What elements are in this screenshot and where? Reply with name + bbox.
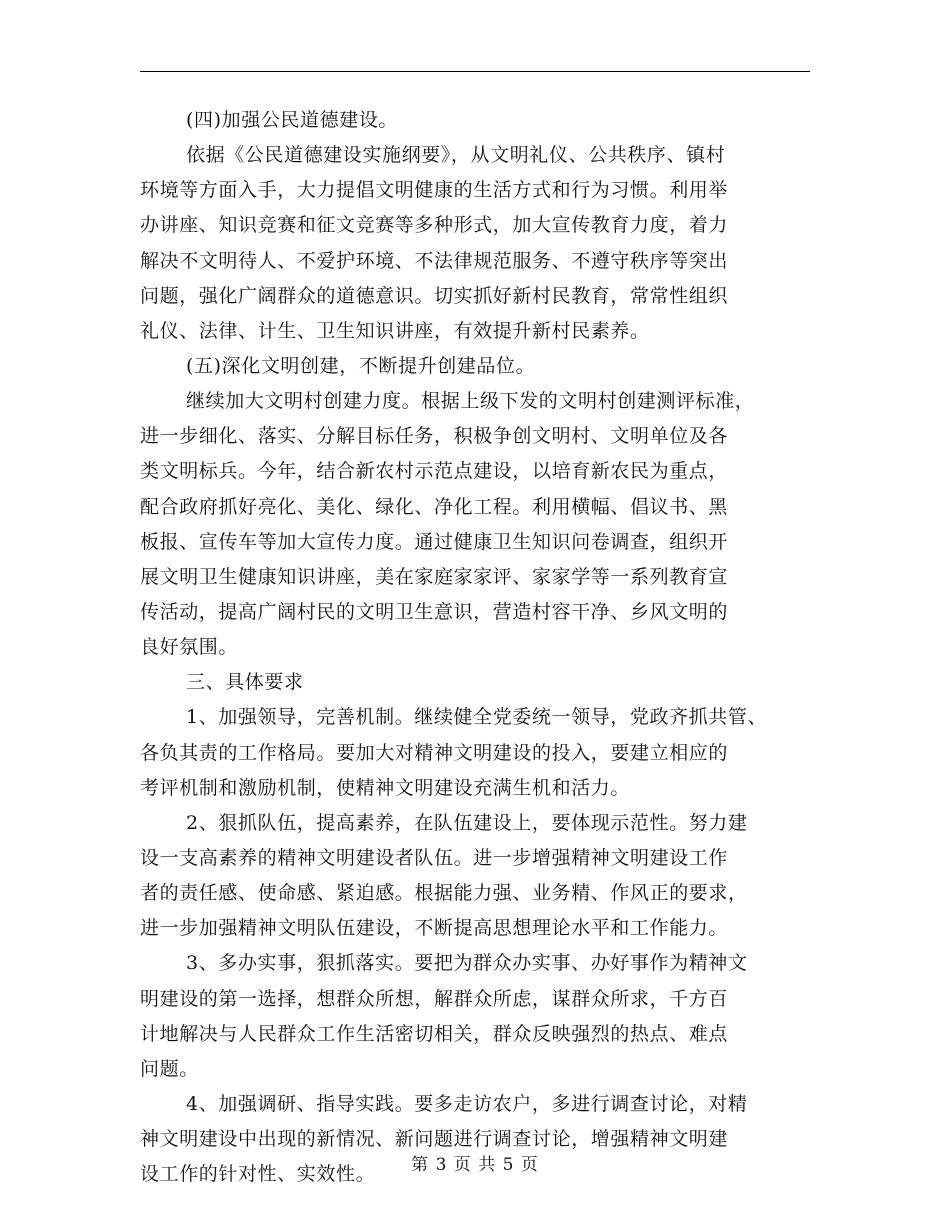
text-line: 3、多办实事，狠抓落实。要把为群众办实事、办好事作为精神文	[186, 952, 748, 975]
text-line: 设一支高素养的精神文明建设者队伍。进一步增强精神文明建设工作	[140, 846, 729, 869]
text-line: 神文明建设中出现的新情况、新问题进行调查讨论，增强精神文明建	[140, 1128, 729, 1151]
text-line: 2、狠抓队伍，提高素养，在队伍建设上，要体现示范性。努力建	[186, 811, 748, 834]
page-footer: 第 3 页 共 5 页	[411, 1155, 539, 1175]
text-line: 计地解决与人民群众工作生活密切相关，群众反映强烈的热点、难点	[140, 1022, 729, 1045]
text-line: 依据《公民道德建设实施纲要》，从文明礼仪、公共秩序、镇村	[186, 144, 726, 167]
text-line: 环境等方面入手，大力提倡文明健康的生活方式和行为习惯。利用举	[140, 179, 729, 202]
document-body	[140, 103, 810, 1192]
text-line: 进一步加强精神文明队伍建设，不断提高思想理论水平和工作能力。	[140, 917, 729, 940]
text-line: 办讲座、知识竞赛和征文竞赛等多种形式，加大宣传教育力度，着力	[140, 214, 729, 237]
text-line: 配合政府抓好亮化、美化、绿化、净化工程。利用横幅、倡议书、黑	[140, 495, 729, 518]
text-line: 者的责任感、使命感、紧迫感。根据能力强、业务精、作风正的要求，	[140, 882, 748, 905]
text-line: 三、具体要求	[186, 671, 304, 694]
text-line: 类文明标兵。今年，结合新农村示范点建设，以培育新农民为重点，	[140, 460, 729, 483]
text-line: 进一步细化、落实、分解目标任务，积极争创文明村、文明单位及各	[140, 425, 729, 448]
text-line: 各负其责的工作格局。要加大对精神文明建设的投入，要建立相应的	[140, 741, 729, 764]
text-line: 板报、宣传车等加大宣传力度。通过健康卫生知识问卷调查，组织开	[140, 530, 729, 553]
text-line: 明建设的第一选择，想群众所想，解群众所虑，谋群众所求，千方百	[140, 987, 729, 1010]
text-line: 设工作的针对性、实效性。	[140, 1163, 376, 1186]
text-line: 良好氛围。	[140, 636, 239, 659]
text-line: 考评机制和激励机制，使精神文明建设充满生机和活力。	[140, 776, 631, 799]
header-rule	[140, 71, 810, 72]
text-line: 4、加强调研、指导实践。要多走访农户，多进行调查讨论，对精	[186, 1092, 748, 1115]
text-line: 礼仪、法律、计生、卫生知识讲座，有效提升新村民素养。	[140, 319, 650, 342]
text-line: 1、加强领导，完善机制。继续健全党委统一领导，党政齐抓共管、	[186, 706, 768, 729]
text-line: 展文明卫生健康知识讲座，美在家庭家家评、家家学等一系列教育宣	[140, 565, 729, 588]
text-line: 继续加大文明村创建力度。根据上级下发的文明村创建测评标准，	[186, 390, 755, 413]
text-line: 问题，强化广阔群众的道德意识。切实抓好新村民教育，常常性组织	[140, 284, 729, 307]
text-line: 问题。	[140, 1057, 199, 1080]
text-line: (五)深化文明创建，不断提升创建品位。	[186, 354, 536, 377]
text-line: 解决不文明待人、不爱护环境、不法律规范服务、不遵守秩序等突出	[140, 249, 729, 272]
text-line: (四)加强公民道德建设。	[186, 109, 399, 131]
text-line: 传活动，提高广阔村民的文明卫生意识，营造村容干净、乡风文明的	[140, 600, 729, 623]
